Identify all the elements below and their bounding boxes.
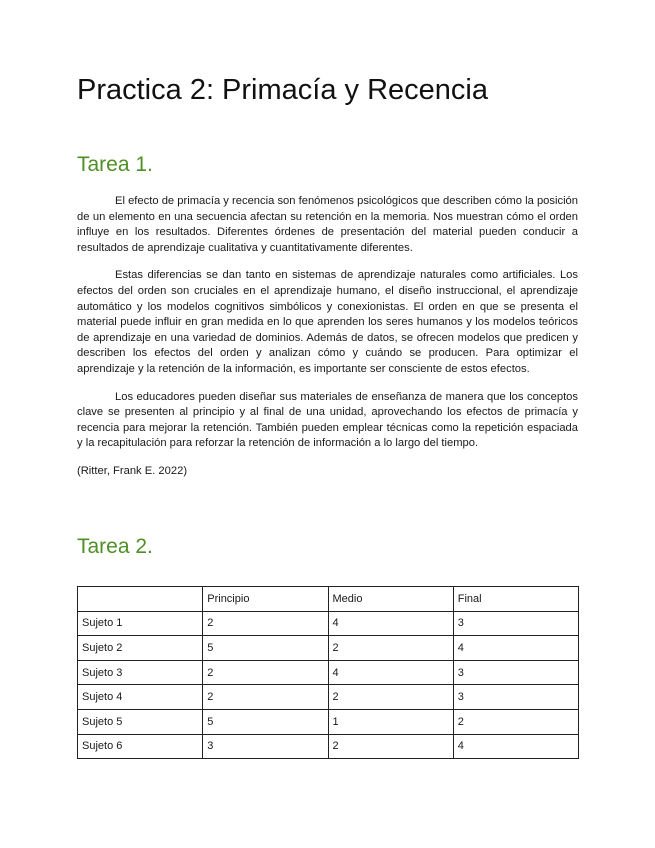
table-cell: 2 (328, 734, 453, 759)
page-title: Practica 2: Primacía y Recencia (77, 74, 488, 106)
table-row (78, 660, 579, 685)
table-cell: Sujeto 3 (78, 660, 203, 685)
table-cell: 5 (203, 636, 328, 661)
table-cell: 3 (203, 734, 328, 759)
table-cell: 4 (328, 611, 453, 636)
table-cell: 5 (203, 709, 328, 734)
section-heading-tarea-2: Tarea 2. (77, 535, 153, 558)
table-cell: Sujeto 1 (78, 611, 203, 636)
table-cell: 2 (453, 709, 578, 734)
table-row (78, 636, 579, 661)
table-row (78, 685, 579, 710)
table-cell: 4 (453, 734, 578, 759)
table-cell: Sujeto 5 (78, 709, 203, 734)
section-heading-tarea-1: Tarea 1. (77, 153, 153, 176)
table-row (78, 734, 579, 759)
table-header-cell: Principio (203, 587, 328, 612)
citation: (Ritter, Frank E. 2022) (77, 464, 188, 477)
table-cell: Sujeto 4 (78, 685, 203, 710)
table-cell: 3 (453, 611, 578, 636)
table-header-cell (78, 587, 203, 612)
table-cell: 3 (453, 660, 578, 685)
table-cell: 4 (328, 660, 453, 685)
table-cell: 2 (203, 660, 328, 685)
table-cell: Sujeto 2 (78, 636, 203, 661)
table-cell: Sujeto 6 (78, 734, 203, 759)
table-cell: 2 (203, 685, 328, 710)
table-header-cell: Medio (328, 587, 453, 612)
paragraph: Los educadores pueden diseñar sus materiales de enseñanza de manera que los conceptos clave se presenten al principio y al final de una unidad, aprovechando los efectos de primacía y recencia para mejorar la retención. También pueden emplear técnicas como la repetición espaciada y la recapitulación para reforzar la retención de información a lo largo del tiempo. (77, 390, 578, 450)
paragraph: El efecto de primacía y recencia son fenómenos psicológicos que describen cómo la posición de un elemento en una secuencia afectan su retención en la memoria. Nos muestran cómo el orden influye en los resultados. Diferentes órdenes de presentación del material pueden conducir a resultados de aprendizaje cualitativa y cuantitativamente diferentes. (77, 195, 578, 254)
table-cell: 4 (453, 636, 578, 661)
table-row (78, 709, 579, 734)
table-header-row (78, 587, 579, 612)
table-header-cell: Final (453, 587, 578, 612)
tarea-1-body (77, 194, 578, 492)
results-table (77, 586, 579, 759)
table-cell: 2 (203, 611, 328, 636)
paragraph: Estas diferencias se dan tanto en sistemas de aprendizaje naturales como artificiales. Los efectos del orden son cruciales en el aprendizaje humano, el diseño instruccional, el aprendizaje automático y los modelos cognitivos simbólicos y conexionistas. El orden en que se presenta el material puede influir en gran medida en lo que aprenden los seres humanos y los modelos teóricos de aprendizaje en una variedad de dominios. Además de datos, se ofrecen modelos que predicen y describen los efectos del orden y analizan cómo y cuándo se producen. Para optimizar el aprendizaje y la retención de la información, es importante ser consciente de estos efectos. (77, 269, 578, 375)
table-cell: 1 (328, 709, 453, 734)
table-cell: 3 (453, 685, 578, 710)
table-row (78, 611, 579, 636)
table-cell: 2 (328, 685, 453, 710)
table-cell: 2 (328, 636, 453, 661)
